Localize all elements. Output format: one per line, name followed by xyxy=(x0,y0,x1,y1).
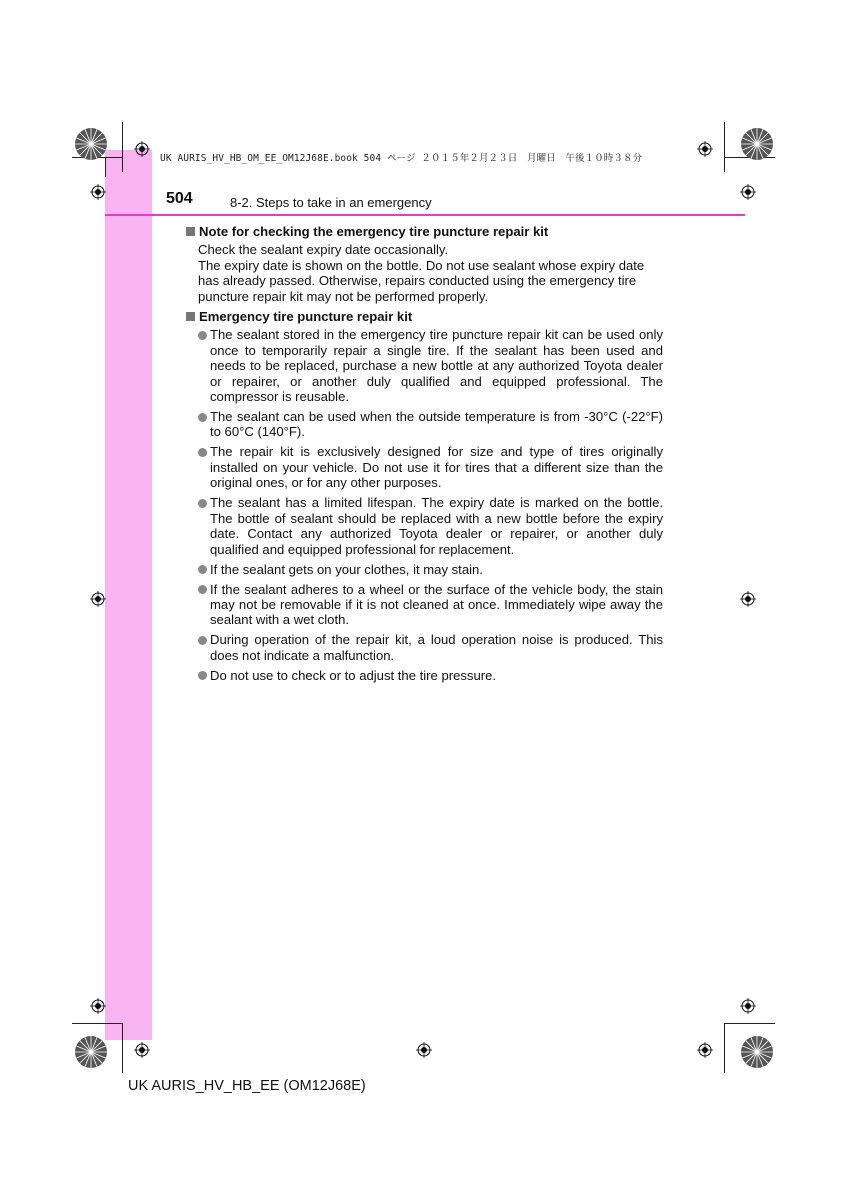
crop-mark xyxy=(724,122,725,172)
registration-mark-icon xyxy=(740,998,756,1014)
crop-mark xyxy=(72,1023,122,1024)
paragraph: Check the sealant expiry date occasionally. xyxy=(198,242,449,258)
section-title: 8-2. Steps to take in an emergency xyxy=(230,195,432,210)
crop-mark xyxy=(724,1023,725,1073)
registration-mark-icon xyxy=(134,141,150,157)
section-heading-checking xyxy=(186,224,663,239)
registration-mark-icon xyxy=(90,591,106,607)
list-item: Do not use to check or to adjust the tire pressure. xyxy=(198,668,663,683)
star-target-icon xyxy=(738,1033,776,1071)
crop-mark xyxy=(122,122,123,172)
list-item: The repair kit is exclusively designed for size and type of tires originally installed on your vehicle. Do not use it for tires that a different size than the original ones, or for any other purposes. xyxy=(198,444,663,490)
main-content xyxy=(186,224,663,688)
registration-mark-icon xyxy=(90,998,106,1014)
registration-mark-icon xyxy=(134,1042,150,1058)
square-bullet-icon xyxy=(186,227,195,236)
list-item: If the sealant gets on your clothes, it may stain. xyxy=(198,562,663,577)
list-item: The sealant stored in the emergency tire puncture repair kit can be used only once to temporarily repair a single tire. If the sealant has been used and needs to be replaced, purchase a new bottle at any authorized Toyota dealer or repairer, or another duly qualified and equipped professional. The compressor is reusable. xyxy=(198,327,663,404)
registration-mark-icon xyxy=(697,141,713,157)
registration-mark-icon xyxy=(416,1042,432,1058)
print-slug: UK AURIS_HV_HB_OM_EE_OM12J68E.book 504 ページ ２０１５年２月２３日 月曜日 午後１０時３８分 xyxy=(160,153,643,164)
star-target-icon xyxy=(72,125,110,163)
registration-mark-icon xyxy=(740,591,756,607)
registration-mark-icon xyxy=(740,184,756,200)
crop-mark xyxy=(725,1023,775,1024)
section-heading-repair-kit xyxy=(186,309,663,324)
star-target-icon xyxy=(738,125,776,163)
heading-text: Emergency tire puncture repair kit xyxy=(199,309,413,325)
list-item: During operation of the repair kit, a loud operation noise is produced. This does not indicate a malfunction. xyxy=(198,632,663,663)
crop-mark xyxy=(122,1023,123,1073)
footer-model-code: UK AURIS_HV_HB_EE (OM12J68E) xyxy=(128,1078,366,1094)
square-bullet-icon xyxy=(186,312,195,321)
repair-kit-bullet-list xyxy=(198,327,663,683)
header-rule xyxy=(152,214,745,216)
registration-mark-icon xyxy=(90,184,106,200)
list-item: If the sealant adheres to a wheel or the surface of the vehicle body, the stain may not be removable if it is not cleaned at once. Immediately wipe away the sealant with a wet cloth. xyxy=(198,582,663,628)
list-item: The sealant has a limited lifespan. The expiry date is marked on the bottle. The bottle of sealant should be replaced with a new bottle before the expiry date. Contact any authorized Toyota dealer or repairer, or another duly qualified and equipped professional for replacement. xyxy=(198,495,663,557)
heading-text: Note for checking the emergency tire puncture repair kit xyxy=(199,224,549,239)
page-number: 504 xyxy=(166,190,193,207)
star-target-icon xyxy=(72,1033,110,1071)
header-rule-left xyxy=(105,214,152,216)
paragraph: The expiry date is shown on the bottle. Do not use sealant whose expiry date has already passed. Otherwise, repairs conducted using the emergency tire puncture repair kit may not be performed properly. xyxy=(198,257,645,304)
thumb-tab xyxy=(105,155,152,1040)
checking-paragraphs xyxy=(198,242,663,304)
list-item: The sealant can be used when the outside temperature is from -30°C (-22°F) to 60°C (140°F). xyxy=(198,409,663,440)
registration-mark-icon xyxy=(697,1042,713,1058)
